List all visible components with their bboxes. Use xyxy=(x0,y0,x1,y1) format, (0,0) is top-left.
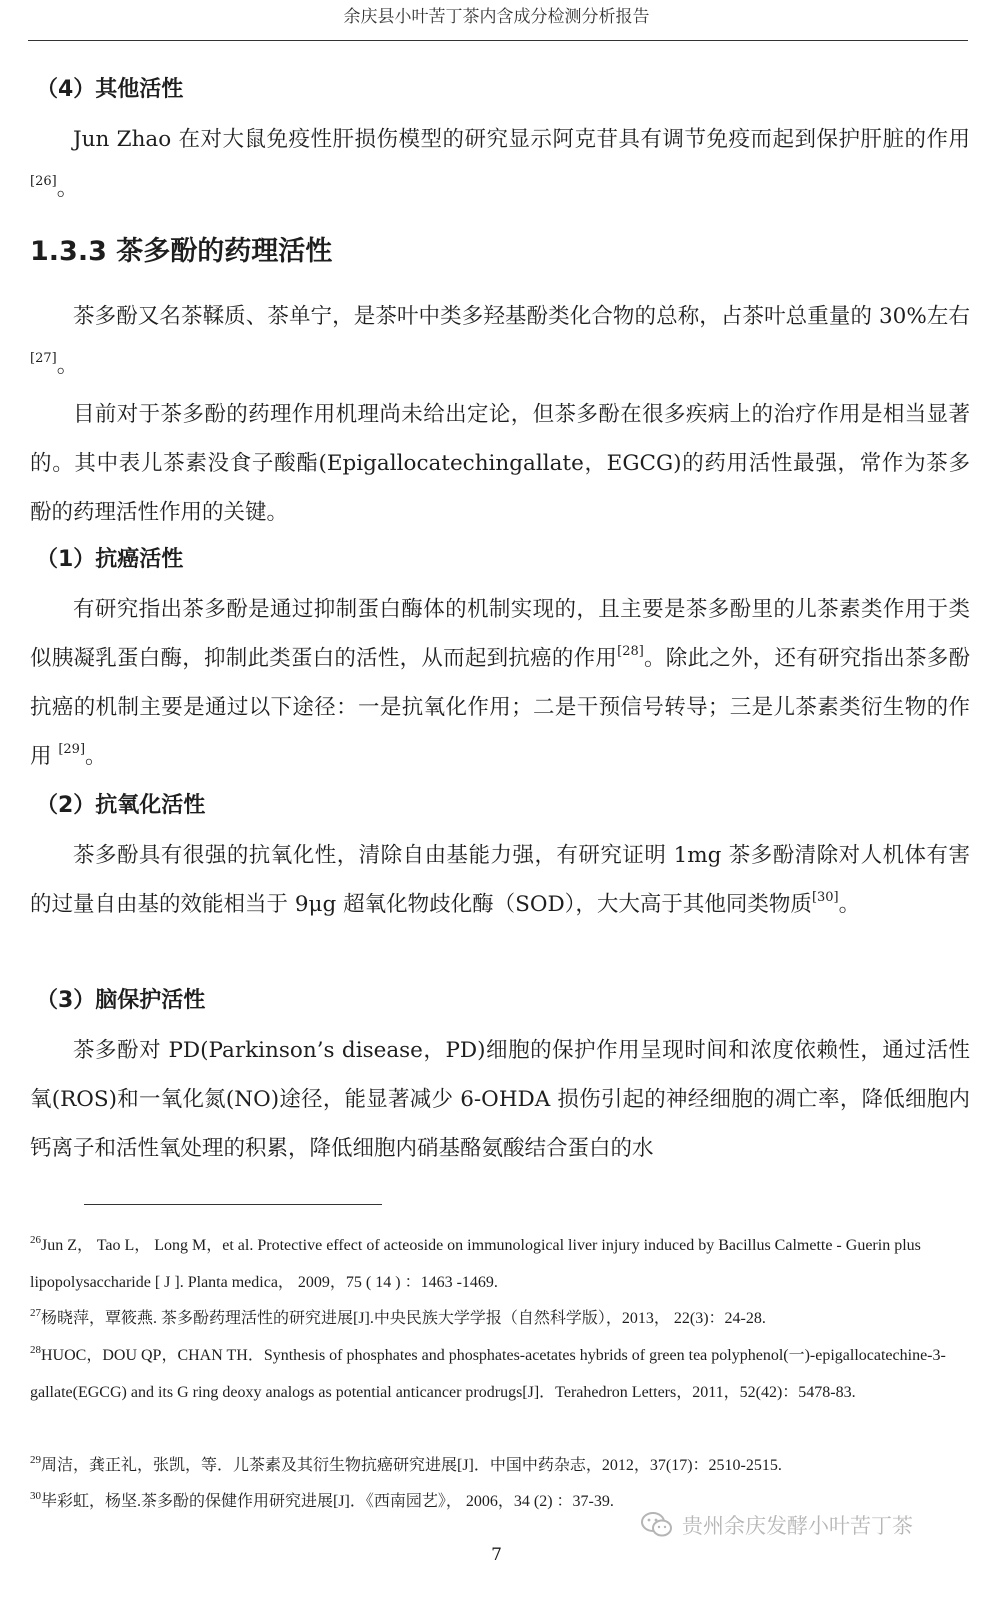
paragraph-anticancer: 有研究指出茶多酚是通过抑制蛋白酶体的机制实现的，且主要是茶多酚里的儿茶素类作用于类似胰凝乳蛋白酶，抑制此类蛋白的活性，从而起到抗癌的作用[28]。除此之外，还有研究指出茶多酚抗癌的机制主要是通过以下途径：一是抗氧化作用；二是干预信号转导；三是儿茶素类衍生物的作用 [29]。 xyxy=(30,597,970,769)
page-number: 7 xyxy=(491,1545,502,1565)
paragraph-definition: 茶多酚又名茶鞣质、茶单宁，是茶叶中类多羟基酚类化合物的总称，占茶叶总重量的 30%左右[27]。 xyxy=(30,304,970,378)
heading-brain-protection: （3）脑保护活性 xyxy=(36,988,206,1013)
paragraph-brain-protection: 茶多酚对 PD(Parkinson’s disease，PD)细胞的保护作用呈现时间和浓度依赖性，通过活性氧(ROS)和一氧化氮(NO)途径，能显著减少 6-OHDA 损伤引起的神经细胞的凋亡率，降低细胞内钙离子和活性氧处理的积累，降低细胞内硝基酪氨酸结合蛋白的水 xyxy=(30,1038,970,1161)
citation-29: [29] xyxy=(58,741,86,757)
header-rule xyxy=(28,40,968,41)
footnote-30: $^{30}$毕彩虹，杨坚.茶多酚的保健作用研究进展[J]．《西南园艺》， 2006，34 (2) ：37-39. xyxy=(30,1489,614,1510)
footnote-27: $^{27}$杨晓萍，覃筱燕. 茶多酚药理活性的研究进展[J].中央民族大学学报（自然科学版），2013， 22(3)：24-28. xyxy=(30,1306,766,1327)
citation-26: [26] xyxy=(30,173,57,189)
paragraph-other-activity: Jun Zhao 在对大鼠免疫性肝损伤模型的研究显示阿克苷具有调节免疫而起到保护肝脏的作用[26]。 xyxy=(30,127,970,201)
section-title-1-3-3: 1.3.3 茶多酚的药理活性 xyxy=(30,236,333,267)
footnote-26: $^{26}$Jun Z， Tao L， Long M，et al. Protective effect of acteoside on immunological liver injury induced by Bacillus Calmette - Guerin plus lipopolysaccharide [ J ]. Planta medica， 2009，75 ( 14 ) ：1463 -1469. xyxy=(30,1233,921,1291)
heading-antioxidant: （2）抗氧化活性 xyxy=(36,793,206,818)
watermark-text: 贵州余庆发酵小叶苦丁茶 xyxy=(682,1514,913,1538)
citation-28: [28] xyxy=(617,643,644,659)
paragraph-antioxidant: 茶多酚具有很强的抗氧化性，清除自由基能力强，有研究证明 1mg 茶多酚清除对人机体有害的过量自由基的效能相当于 9μg 超氧化物歧化酶（SOD），大大高于其他同类物质[30]。 xyxy=(30,843,970,917)
footnote-rule xyxy=(84,1204,382,1205)
citation-30: [30] xyxy=(811,889,839,905)
paragraph-mechanism: 目前对于茶多酚的药理作用机理尚未给出定论，但茶多酚在很多疾病上的治疗作用是相当显著的。其中表儿茶素没食子酸酯(Epigallocatechingallate，EGCG)的药用活性最强，常作为茶多酚的药理活性作用的关键。 xyxy=(30,402,970,525)
running-header: 余庆县小叶苦丁茶内含成分检测分析报告 xyxy=(343,7,650,27)
footnote-29: $^{29}$周洁，龚正礼，张凯，等．儿茶素及其衍生物抗癌研究进展[J]．中国中药杂志，2012，37(17)：2510-2515. xyxy=(30,1453,782,1474)
wechat-icon xyxy=(640,1511,674,1539)
footnote-28: $^{28}$HUOC，DOU QP，CHAN TH．Synthesis of phosphates and phosphates-acetates hybrids of green tea polyphenol(一)-epigallocatechine-3-gallate(EGCG) and its G ring deoxy analogs as potential anticancer prodrugs[J]．Terahedron Letters，2011，52(42)：5478-83. xyxy=(30,1343,946,1401)
citation-27: [27] xyxy=(30,350,57,366)
heading-other-activity: （4）其他活性 xyxy=(36,77,184,102)
watermark xyxy=(640,1508,913,1542)
heading-anticancer: （1）抗癌活性 xyxy=(36,547,184,572)
